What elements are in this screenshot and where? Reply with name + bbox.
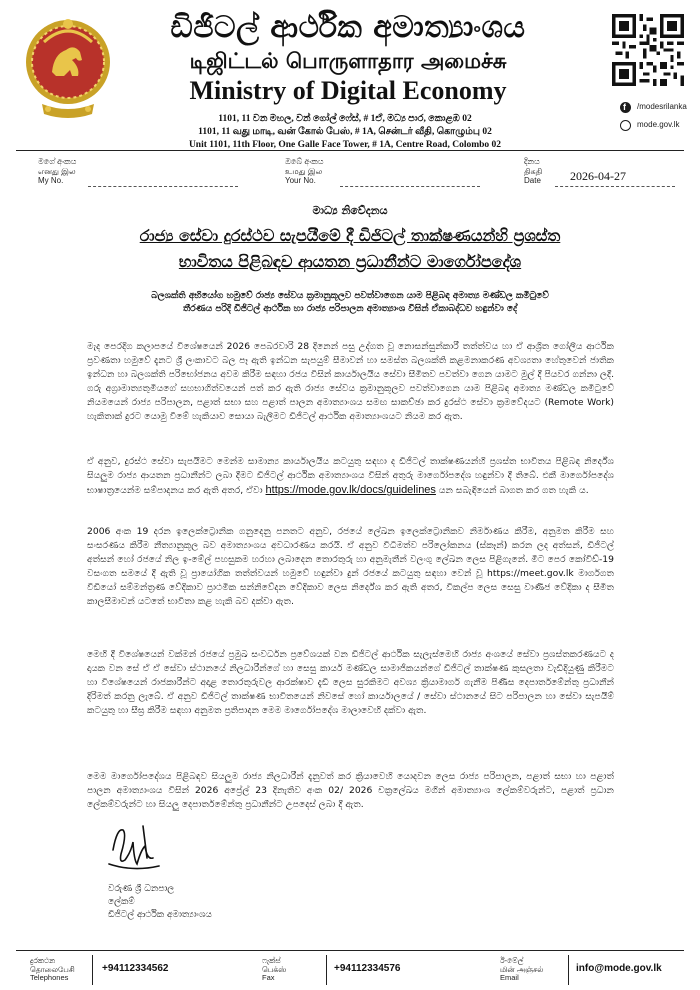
- signer-organization: ඩිජිටල් ආර්ථික අමාත්‍යාංශය: [108, 910, 212, 920]
- telephone-label: [30, 957, 75, 983]
- your-number-label-en: Your No.: [285, 176, 316, 185]
- footer-divider: [16, 950, 684, 951]
- my-number-label-ta: எனது இல: [38, 166, 76, 176]
- intro-line-1: බලශක්ති අභියෝග හමුවේ රාජ්‍ය සේවය ක්‍රමානුකූලව පවත්වාගෙන යාම පිළිබඳ අමාත්‍ය මණ්ඩල කමිටුවේ: [151, 291, 549, 301]
- ministry-title-english: Ministry of Digital Economy: [189, 76, 507, 105]
- fax-label-en: Fax: [262, 973, 275, 982]
- paragraph-3: 2006 අංක 19 දරන ඉලෙක්ට්‍රොනික ගනුදෙනු පනතට අනුව, රජයේ ලේඛන ඉලෙක්ට්‍රොනිකව නිර්මාණය කිරීම, අනුමත කිරීම සහ සංසරණය කිරීම නීත්‍යානුකූල බව අමාත්‍යාංශය අවධාරණය කරයි. ඒ අනුව විධිමත්ව පරිලෝකනය (ස්කෑන්) කරන ලද අත්සන්, ඩිජිටල් අත්සන් හෝ රජයේ නිල ඉ-මේල් පහසුකම හරහා ලබාදෙන තොරතුරු හා අනුමැතීන් වලංගු ලේඛන ලෙස පිළිගැනේ. මීට පෙර කෝවිඩ්-19 වසංගත සමයේ දී ඇති වූ ප්‍රායෝගික තත්ත්වයන් හමුවේ හඳුන්වා දුන් රජයේ කටයුතු සඳහා වෙන් වූ https://meet.gov.lk මාර්ගගත වීඩියෝ සම්මන්ත්‍රණ වේදිකාව ප්‍රාථමික සන්නිවේදන වේදිකාව ලෙස නිර්දේශ කර ඇති අතර, විකල්ප ලෙස සෙසු වාණිජ වේදිකා ද සීමිත කාලසීමාවන් යටතේ භාවිතා කළ හැකි බව දක්වා ඇත.: [87, 526, 614, 608]
- email-label-en: Email: [500, 973, 519, 982]
- date-label-ta: திகதி: [524, 166, 543, 176]
- guidelines-link[interactable]: https://mode.gov.lk/docs/guidelines: [265, 484, 436, 497]
- paragraph-1: මැද පෙරදිග කලාපයේ විශේෂයෙන් 2026 පෙබරවාරි 28 දිනෙන් පසු උද්ගත වූ නොසන්සුන්කාරී තත්ත්වය හා ඒ ආශ්‍රිත ගෝලීය ආර්ථික ප්‍රවණතා හමුවේ දැනට ශ්‍රී ලංකාවට බල පෑ ඇති ඉන්ධන සැපයුම් සීමාවන් හා සමස්ත බලශක්ති කළමනාකරණ අවශ්‍යතා හේතුවෙන් ජාතික ඉන්ධන හා බලශක්ති පරිභෝජනය අවම කිරීම සඳහා රජය විසින් කාර්යාලයීය සේවා සීමිතව පවත්වා ගෙන යාමට මුල් දී පියවර ගන්නා ලදී. ගරු අග්‍රාමාත්‍යතුමියගේ සහභාගිත්වයෙන් පත් කර ඇති රාජ්‍ය සේවය ක්‍රමානුකූලව පවත්වාගෙන යාම පිළිබඳ අමාත්‍ය මණ්ඩල කමිටුවේ නියමයෙන් රාජ්‍ය පරිපාලන, පළාත් සභා සහ පළාත් පාලන අමාත්‍යාංශය සමඟ සාකච්ඡා කර දුරස්ථ සේවා ක්‍රමවේදයට (Remote Work) හැකිතාක් දුරට යොමු වීමේ හැකියාව සොයා බැලීමට ඩිජිටල් ආර්ථික අමාත්‍යාංශයට නියම කර ඇත.: [87, 341, 614, 423]
- my-number-label-si: මගේ අංකය: [38, 157, 77, 166]
- intro-note: [85, 290, 615, 316]
- intro-line-2: තීරණය පරිදි ඩිජිටල් ආර්ථික හා රාජ්‍ය පරිපාලන අමාත්‍යාංශ විසින් ඒකාබද්ධව හඳුන්වා දේ: [182, 304, 518, 314]
- letterhead-titles: [128, 10, 568, 106]
- header-divider: [16, 150, 684, 151]
- paragraph-2: [87, 455, 614, 498]
- fax-label-si: ෆැක්ස්: [262, 956, 281, 965]
- email-label-ta: மின் அஞ்சல்: [500, 964, 544, 974]
- email-label: [500, 957, 544, 983]
- signer-name: වරුණ ශ්‍රී ධනපාල: [108, 884, 175, 894]
- email-label-si: ඊ-මේල්: [500, 956, 524, 965]
- date-label-en: Date: [524, 176, 541, 185]
- my-number-label: [38, 157, 76, 186]
- paragraph-2-text: ඒ අනුව, දුරස්ථ සේවා සැපයීමට මෙන්ම සාමාන්‍ය කාර්යාලයීය කටයුතු සඳහා ද ඩිජිටල් තාක්ෂණයන්හි ප්‍රශස්ත භාවිතය පිළිබඳ නිර්දේශ සියලුම රාජ්‍ය ආයතන ප්‍රධානීන්ට ලබා දීමට ඩිජිටල් ආර්ථික අමාත්‍යාංශය විසින් අතුරු මාර්ගෝපදේශ හඳුන්වා දී තිබේ. එකී මාර්ගෝපදේශ භාෂාත්‍රයෙන්ම සම්පාදනය කර ඇති අතර, ඒවා: [87, 456, 614, 497]
- sri-lanka-emblem-icon: [22, 14, 114, 122]
- facebook-link[interactable]: [620, 98, 687, 116]
- signer-block: [108, 883, 212, 922]
- ministry-title-tamil: டிஜிட்டல் பொருளாதார அமைச்சு: [189, 49, 507, 73]
- globe-icon: [620, 120, 631, 131]
- address-tamil: 1101, 11 வது மாடி, வன் கோல் பேஸ், # 1A, சென்டர் வீதி, கொழும்பு 02: [198, 127, 492, 137]
- footer-separator: [326, 955, 327, 985]
- social-links: [620, 98, 687, 134]
- my-number-label-en: My No.: [38, 176, 64, 185]
- address-sinhala: 1101, 11 වන මහල, වන් ගෝල් ෆේස්, # 1ඒ, මධ්‍ය පාර, කොළඹ 02: [218, 114, 472, 124]
- paragraph-2-tail: යන සබැඳියෙන් බාගත කර ගත හැකි ය.: [435, 485, 589, 497]
- date-field: [555, 186, 675, 187]
- telephone-label-si: දුරකථන: [30, 956, 56, 965]
- date-label-si: දිනය: [524, 157, 540, 166]
- fax-label: [262, 957, 286, 983]
- qr-code-icon: [612, 14, 684, 86]
- your-number-label-ta: உமது இல: [285, 166, 323, 176]
- your-number-field[interactable]: [340, 186, 480, 187]
- paragraph-4: මෙහි දී විශේෂයෙන් වක්මන් රජයේ ප්‍රමුඛ සංවර්ධන ප්‍රවේශයක් වන ඩිජිටල් ආර්ථික සැලැස්මෙහි රාජ්‍ය අංශයේ සේවා ප්‍රශස්තකරණයට ද දායක වන සේ ඒ ඒ සේවා ස්ථානයේ නිලධාරීන්ගේ හා සෙසු කාර්ය මණ්ඩල සාමාජිකයන්ගේ ඩිජිටල් තාක්ෂණ කුසලතා වැඩිදියුණු කිරීමට හා විශේෂයෙන් රාජකාරීන්ට අදාළ තොරතුරුවල ආරක්ෂාව දැඩි ලෙස සුරකිමට අවශ්‍ය ක්‍රියාමාර්ග ගැනීම පිණිස දෙපාර්තමේන්තු ප්‍රධානීන් දිරිමත් කරනු ලැබේ. ඒ අනුව ඩිජිටල් තාක්ෂණ භාවිතයෙන් නිවසේ හෝ කාර්යාලයේ / සේවා ස්ථානයේ සිට පරිපාලන හා සේවා සැපයීම් කටයුතු හා සීඝ්‍ර කිරීම සඳහා අනුමත ප්‍රතිපාදන මෙම මාර්ගෝපදේශ මාලාවෙහි දක්වා ඇත.: [87, 649, 614, 717]
- subject-heading: [95, 223, 605, 275]
- facebook-handle: /modesrilanka: [637, 102, 687, 111]
- telephone-value: +94112334562: [102, 963, 169, 974]
- date-label: [524, 157, 542, 186]
- your-number-label-si: ඔබේ අංකය: [285, 157, 324, 166]
- footer-separator: [92, 955, 93, 985]
- address-english: Unit 1101, 11th Floor, One Galle Face Tower, # 1A, Centre Road, Colombo 02: [188, 140, 502, 150]
- date-value: 2026-04-27: [570, 169, 626, 183]
- website-url: mode.gov.lk: [637, 120, 680, 129]
- fax-label-ta: பெக்ஸ்: [262, 964, 287, 974]
- ministry-address: [100, 113, 590, 152]
- fax-value: +94112334576: [334, 963, 401, 974]
- subject-line-2: භාවිතය පිළිබඳව ආයතන ප්‍රධානීන්ට මාර්ගෝපදේශ: [178, 252, 522, 271]
- facebook-icon: [620, 102, 631, 113]
- footer-separator: [568, 955, 569, 985]
- signer-title: ලේකම්: [108, 897, 135, 907]
- website-link[interactable]: [620, 116, 687, 134]
- your-number-label: [285, 157, 324, 186]
- email-value[interactable]: info@mode.gov.lk: [576, 963, 662, 974]
- telephone-label-en: Telephones: [30, 973, 69, 982]
- signature-icon: [103, 820, 163, 875]
- subject-line-1: රාජ්‍ය සේවා දුරස්ථව සැපයීමේ දී ඩිජිටල් තාක්ෂණයන්හි ප්‍රශස්ත: [139, 226, 561, 245]
- my-number-field[interactable]: [88, 186, 238, 187]
- document-type: මාධ්‍ය නිවේදනය: [312, 204, 388, 217]
- ministry-title-sinhala: ඩිජිටල් ආර්ථික අමාත්‍යාංශය: [170, 10, 526, 45]
- telephone-label-ta: தொலைபேசி: [30, 964, 75, 974]
- paragraph-5: මෙම මාර්ගෝපදේශය පිළිබඳව සියලුම රාජ්‍ය නිලධාරීන් දැනුවත් කර ක්‍රියාවෙහි යොදවන ලෙස රාජ්‍ය පරිපාලන, පළාත් සභා හා පළාත් පාලන අමාත්‍යාංශය විසින් 2026 අප්‍රේල් 23 දිනැතිව අංක 02/ 2026 චක්‍රලේඛය මගින් අමාත්‍යාංශ ලේකම්වරුන්ට, පළාත් ප්‍රධාන ලේකම්වරුන්ට හා සියලු දෙපාර්තමේන්තු ප්‍රධානීන්ට උපදෙස් ලබා දී ඇත.: [87, 771, 614, 811]
